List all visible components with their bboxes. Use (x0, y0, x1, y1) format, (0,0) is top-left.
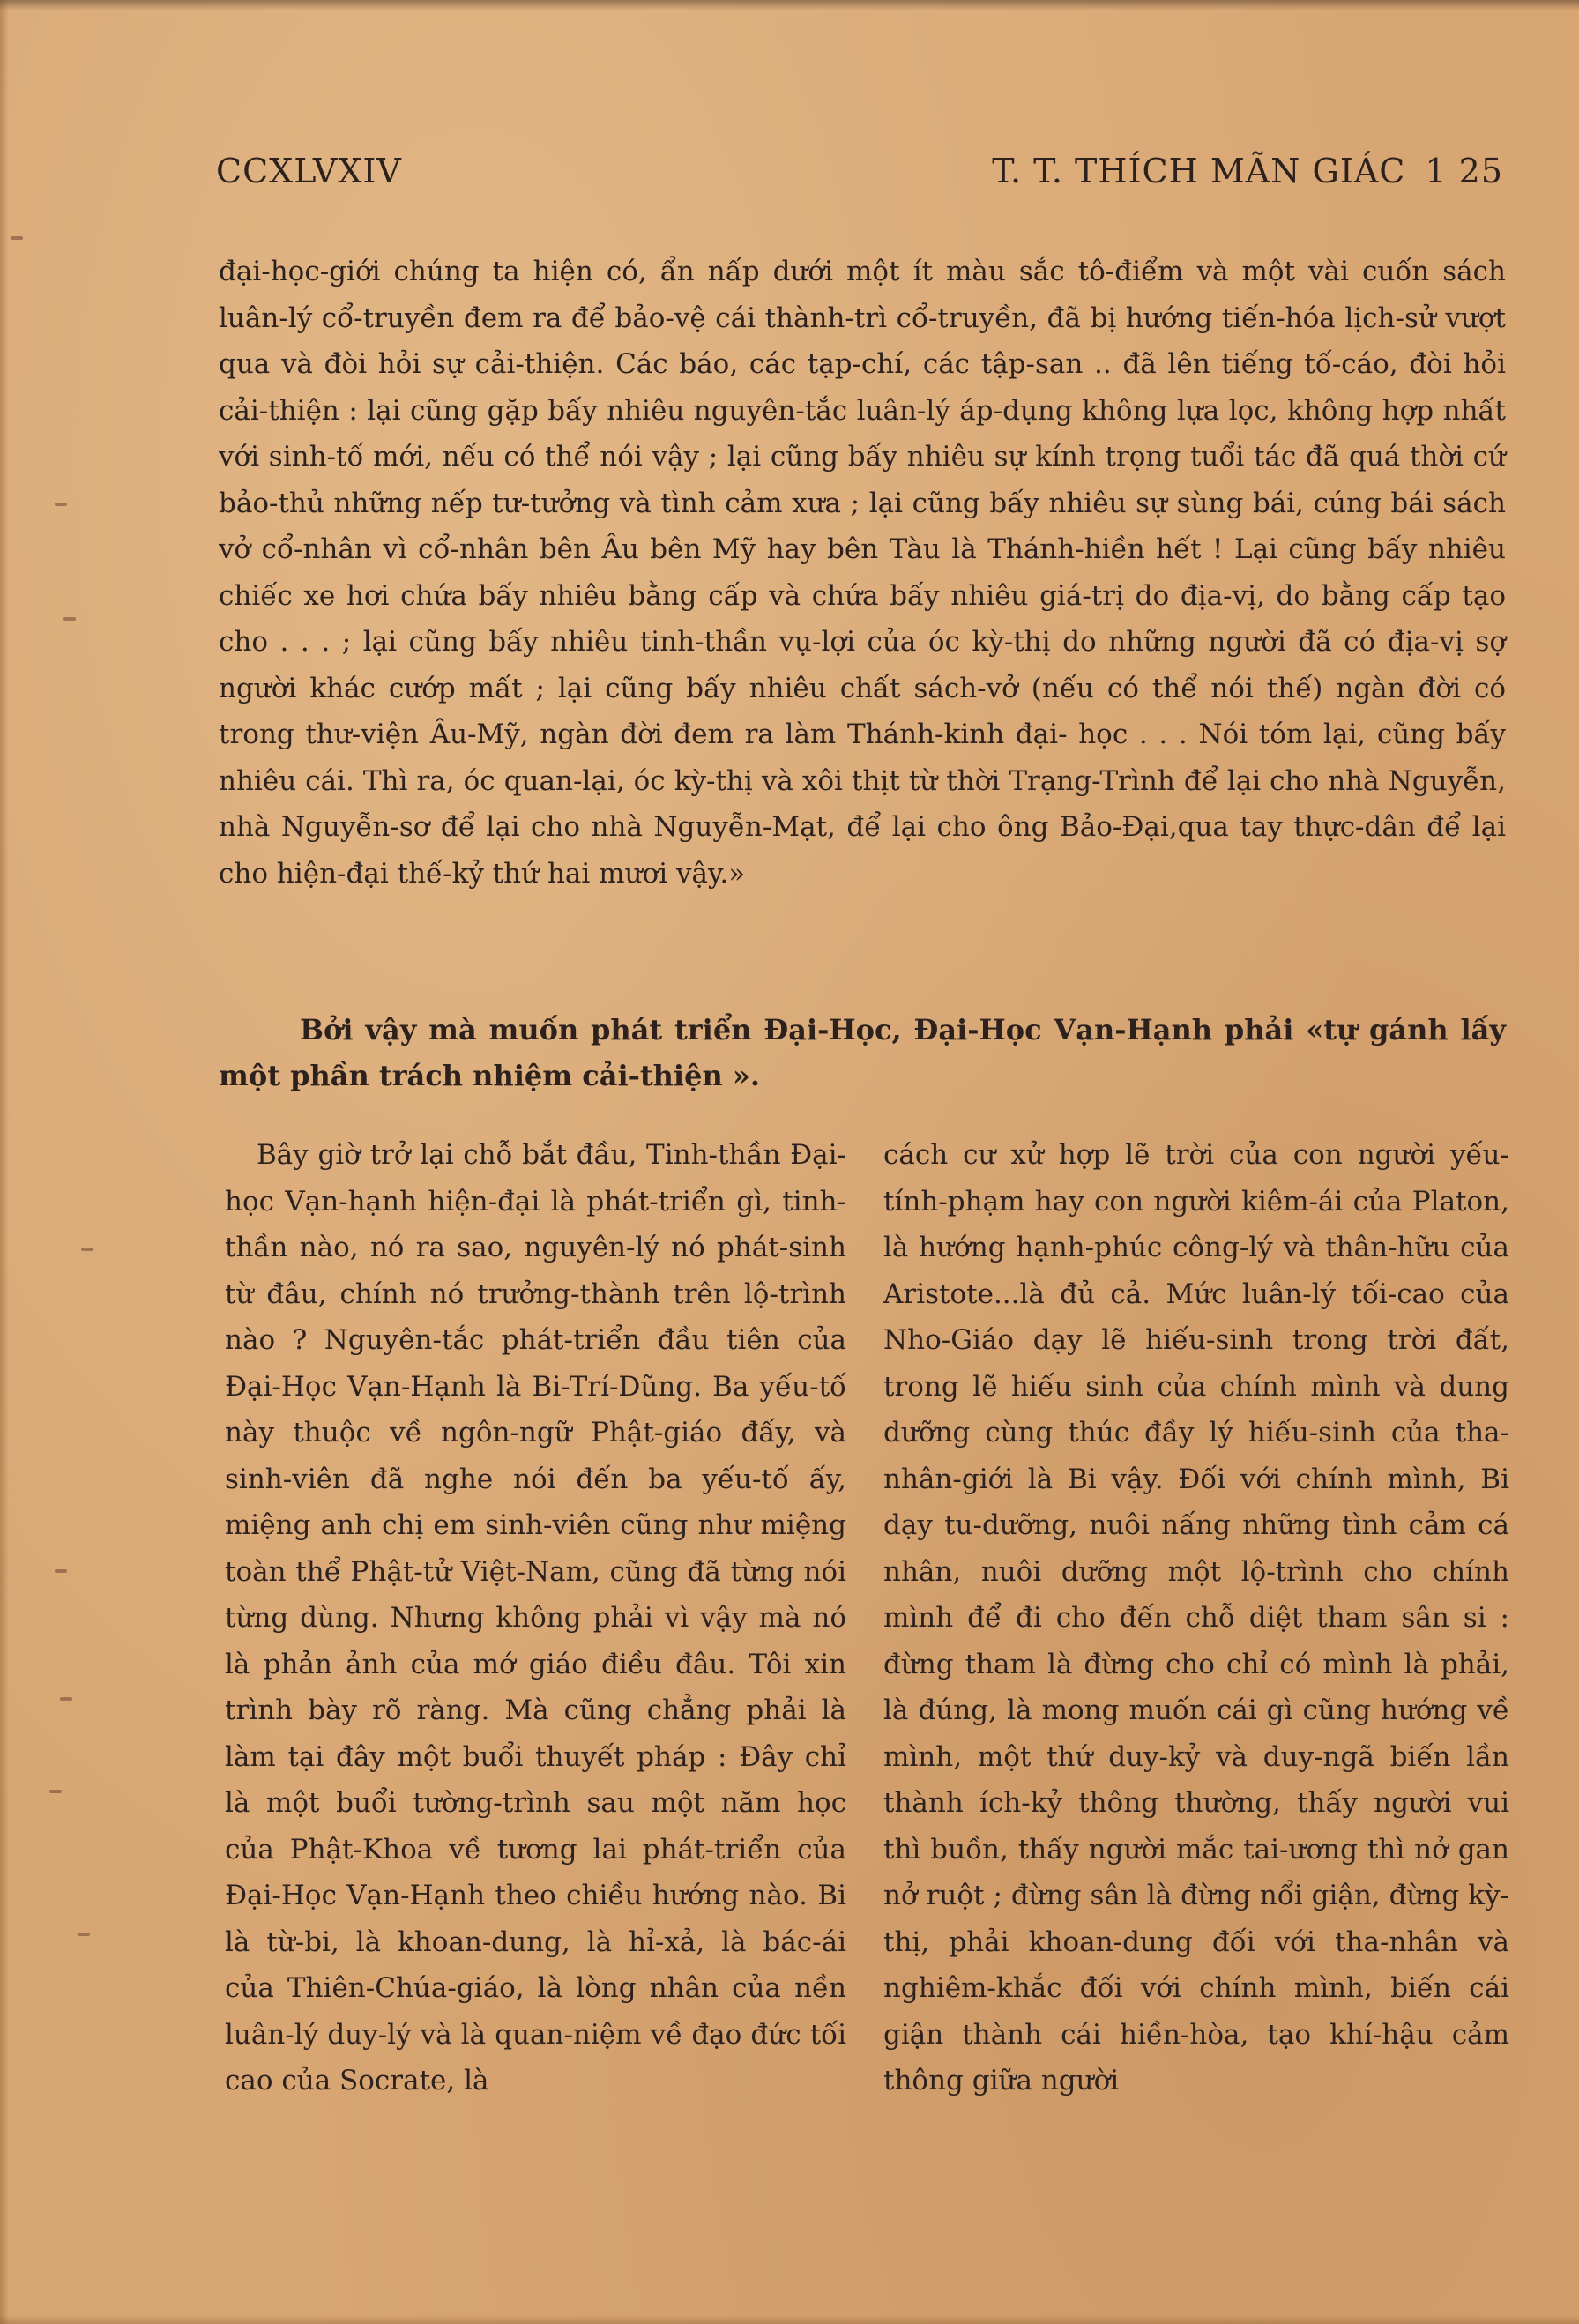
column-left (225, 1132, 846, 2104)
margin-mark (60, 1697, 72, 1701)
margin-mark (81, 1248, 93, 1251)
intro-paragraph-text: đại-học-giới chúng ta hiện có, ẩn nấp dưới một ít màu sắc tô-điểm và một vài cuốn sách luân-lý cổ-truyền đem ra để bảo-vệ cái thành-trì cổ-truyền, đã bị hướng tiến-hóa lịch-sử vượt qua và đòi hỏi sự cải-thiện. Các báo, các tạp-chí, các tập-san .. đã lên tiếng tố-cáo, đòi hỏi cải-thiện : lại cũng gặp bấy nhiêu nguyên-tắc luân-lý áp-dụng không lựa lọc, không hợp nhất với sinh-tố mới, nếu có thể nói vậy ; lại cũng bấy nhiêu sự kính trọng tuổi tác đã quá thời cứ bảo-thủ những nếp tư-tưởng và tình cảm xưa ; lại cũng bấy nhiêu sự sùng bái, cúng bái sách vở cổ-nhân vì cổ-nhân bên Âu bên Mỹ hay bên Tàu là Thánh-hiền hết ! Lại cũng bấy nhiêu chiếc xe hơi chứa bấy nhiêu bằng cấp và chứa bấy nhiêu giá-trị do địa-vị, do bằng cấp tạo cho . . . ; lại cũng bấy nhiêu tinh-thần vụ-lợi của óc kỳ-thị do những người đã có địa-vị sợ người khác cướp mất ; lại cũng bấy nhiêu chất sách-vở (nếu có thể nói thế) ngàn đời có trong thư-viện Âu-Mỹ, ngàn đời đem ra làm Thánh-kinh đại- học . . . Nói tóm lại, cũng bấy nhiêu cái. Thì ra, óc quan-lại, óc kỳ-thị và xôi thịt từ thời Trạng-Trình để lại cho nhà Nguyễn, nhà Nguyễn-sơ để lại cho nhà Nguyễn-Mạt, để lại cho ông Bảo-Đại,qua tay thực-dân để lại cho hiện-đại thế-kỷ thứ hai mươi vậy.» (219, 256, 1506, 890)
page-number: 1 25 (1425, 152, 1503, 190)
page-bottom-edge (0, 2315, 1579, 2324)
column-left-text: Bây giờ trở lại chỗ bắt đầu, Tinh-thần Đại-học Vạn-hạnh hiện-đại là phát-triển gì, tinh-thần nào, nó ra sao, nguyên-lý nó phát-sinh từ đâu, chính nó trưởng-thành trên lộ-trình nào ? Nguyên-tắc phát-triển đầu tiên của Đại-Học Vạn-Hạnh là Bi-Trí-Dũng. Ba yếu-tố này thuộc về ngôn-ngữ Phật-giáo đấy, và sinh-viên đã nghe nói đến ba yếu-tố ấy, miệng anh chị em sinh-viên cũng như miệng toàn thể Phật-tử Việt-Nam, cũng đã từng nói từng dùng. Nhưng không phải vì vậy mà nó là phản ảnh của mớ giáo điều đâu. Tôi xin trình bày rõ ràng. Mà cũng chẳng phải là làm tại đây một buổi thuyết pháp : Đây chỉ là một buổi tường-trình sau một năm học của Phật-Khoa về tương lai phát-triển của Đại-Học Vạn-Hạnh theo chiều hướng nào. Bi là từ-bi, là khoan-dung, là hỉ-xả, là bác-ái của Thiên-Chúa-giáo, là lòng nhân của nền luân-lý duy-lý và là quan-niệm về đạo đức tối cao của Socrate, là (225, 1139, 846, 2097)
margin-mark (11, 236, 23, 240)
header-title-group (992, 152, 1503, 190)
margin-mark (63, 617, 76, 621)
emphasis-paragraph: Bởi vậy mà muốn phát triển Đại-Học, Đại-Học Vạn-Hạnh phải «tự gánh lấy một phần trách nhiệm cải-thiện ». (219, 1013, 1506, 1092)
header-issue-code: CCXLVXIV (216, 152, 402, 190)
margin-mark (49, 1790, 62, 1793)
page-top-edge (0, 0, 1579, 11)
column-right-text: cách cư xử hợp lẽ trời của con người yếu-tính-phạm hay con người kiêm-ái của Platon, là hướng hạnh-phúc công-lý và thân-hữu của Aristote...là đủ cả. Mức luân-lý tối-cao của Nho-Giáo dạy lẽ hiếu-sinh trong trời đất, trong lẽ hiếu sinh của chính mình và dung dưỡng cùng thúc đầy lý hiếu-sinh của tha-nhân-giới là Bi vậy. Đối với chính mình, Bi dạy tu-dưỡng, nuôi nấng những tình cảm cá nhân, nuôi dưỡng một lộ-trình cho chính mình để đi cho đến chỗ diệt tham sân si : đừng tham là đừng cho chỉ có mình là phải, là đúng, là mong muốn cái gì cũng hướng về mình, một thứ duy-kỷ và duy-ngã biến lần thành ích-kỷ thông thường, thấy người vui thì buồn, thấy người mắc tai-ương thì nở gan nở ruột ; đừng sân là đừng nổi giận, đừng kỳ-thị, phải khoan-dung đối với tha-nhân và nghiêm-khắc đối với chính mình, biến cái giận thành cái hiền-hòa, tạo khí-hậu cảm thông giữa người (883, 1139, 1509, 2097)
page-header (216, 152, 1503, 205)
margin-mark (55, 1569, 67, 1573)
header-author: T. T. THÍCH MÃN GIÁC (992, 152, 1406, 190)
margin-mark (55, 503, 67, 506)
intro-paragraph (219, 249, 1506, 897)
column-right (883, 1132, 1509, 2104)
margin-mark (78, 1933, 90, 1936)
page-left-edge (0, 0, 9, 2324)
